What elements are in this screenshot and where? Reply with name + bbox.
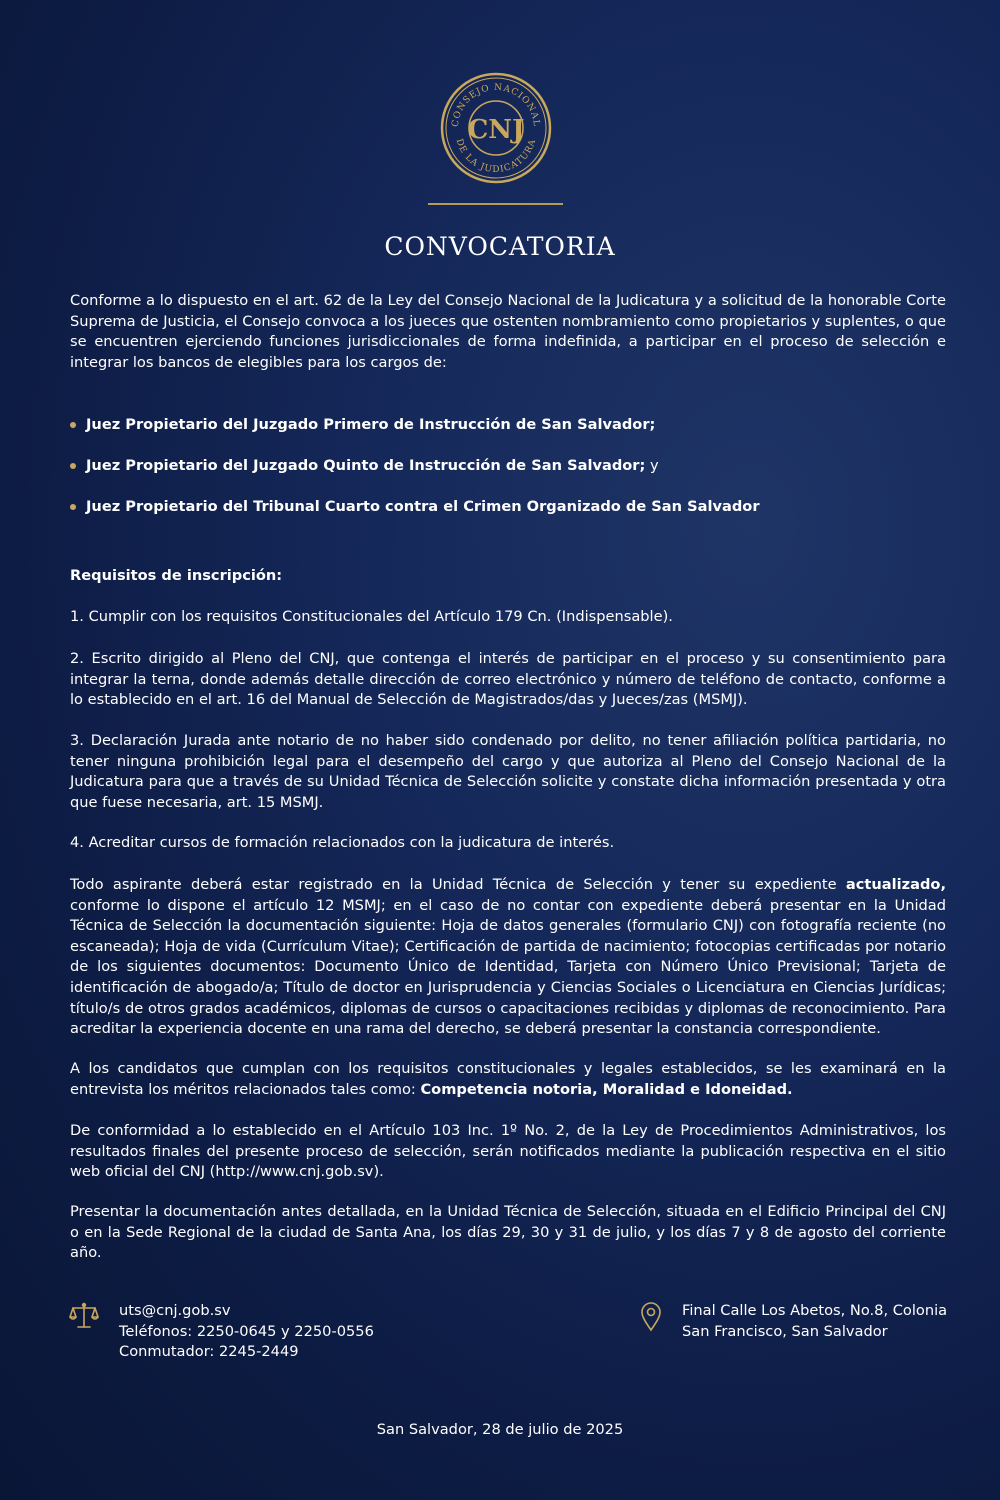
position-item: Juez Propietario del Juzgado Primero de Instrucción de San Salvador; — [70, 415, 946, 456]
requirements-heading: Requisitos de inscripción: — [70, 567, 283, 584]
phones-text: Teléfonos: 2250-0645 y 2250-0556 — [119, 1322, 374, 1340]
location-pin-icon — [640, 1302, 662, 1332]
requirement-item: 2. Escrito dirigido al Pleno del CNJ, que contenga el interés de participar en el proceso y su consentimiento para integrar la terna, donde además detalle dirección de correo electrónico y número de teléfono de contacto, conforme a lo establecido en el art. 16 del Manual de Selección de Magistrados/das y Jueces/zas (MSMJ). — [70, 650, 946, 709]
requirement-item: 4. Acreditar cursos de formación relacionados con la judicatura de interés. — [70, 834, 615, 851]
submission-paragraph: Presentar la documentación antes detallada, en la Unidad Técnica de Selección, situada en el Edificio Principal del CNJ o en la Sede Regional de la ciudad de Santa Ana, los días 29, 30 y 31 de julio, y los días 7 y 8 de agosto del corriente año. — [70, 1203, 946, 1262]
intro-paragraph: Conforme a lo dispuesto en el art. 62 de la Ley del Consejo Nacional de la Judicatura y a solicitud de la honorable Corte Suprema de Justicia, el Consejo convoca a los jueces que ostenten nombramiento como propietarios y suplentes, o que se encuentren ejerciendo funciones jurisdiccionales de forma indefinida, a participar en el proceso de selección e integrar los bancos de elegibles para los cargos de: — [70, 292, 946, 371]
page-title: CONVOCATORIA — [384, 232, 616, 261]
results-paragraph: De conformidad a lo establecido en el Artículo 103 Inc. 1º No. 2, de la Ley de Procedimientos Administrativos, los resultados finales del presente proceso de selección, serán notificados mediante la publicación respectiva en el sitio web oficial del CNJ (http://www.cnj.gob.sv). — [70, 1122, 946, 1181]
address-line: San Francisco, San Salvador — [682, 1322, 888, 1340]
address-info — [682, 1301, 947, 1342]
address-line: Final Calle Los Abetos, No.8, Colonia — [682, 1302, 948, 1319]
positions-list — [70, 415, 946, 538]
bullet-dot — [70, 463, 76, 469]
gold-divider — [428, 203, 563, 205]
contact-info — [119, 1301, 374, 1363]
switchboard-text: Conmutador: 2245-2449 — [119, 1343, 299, 1361]
scales-of-justice-icon — [69, 1301, 99, 1331]
interview-paragraph: A los candidatos que cumplan con los requisitos constitucionales y legales establecidos, se les examinará en la entrevista los méritos relacionados tales como: Competencia notoria, Moralidad e Idoneidad. — [70, 1060, 946, 1098]
position-item: Juez Propietario del Juzgado Quinto de Instrucción de San Salvador; y — [70, 456, 946, 497]
registration-paragraph: Todo aspirante deberá estar registrado en la Unidad Técnica de Selección y tener su expediente actualizado, conforme lo dispone el artículo 12 MSMJ; en el caso de no contar con expediente deberá presentar en la Unidad Técnica de Selección la documentación siguiente: Hoja de datos generales (formulario CNJ) con fotografía reciente (no escaneada); Hoja de vida (Currículum Vitae); Certificación de partida de nacimiento; fotocopias certificadas por notario de los siguientes documentos: Documento Único de Identidad, Tarjeta con Número Único Previsional; Tarjeta de identificación de abogado/a; Título de doctor en Jurisprudencia y Ciencias Sociales o Licenciatura en Ciencias Jurídicas; título/s de otros grados académicos, diplomas de cursos o capacitaciones recibidas y diplomas de reconocimiento. Para acreditar la experiencia docente en una rama del derecho, se deberá presentar la constancia correspondiente. — [70, 876, 946, 1038]
cnj-seal-logo — [440, 72, 552, 184]
bullet-dot — [70, 504, 76, 510]
requirement-item: 1. Cumplir con los requisitos Constitucionales del Artículo 179 Cn. (Indispensable). — [70, 608, 673, 625]
bullet-dot — [70, 422, 76, 428]
position-item: Juez Propietario del Tribunal Cuarto contra el Crimen Organizado de San Salvador — [70, 497, 946, 538]
svg-text:CNJ: CNJ — [467, 115, 525, 145]
issue-date: San Salvador, 28 de julio de 2025 — [376, 1421, 624, 1438]
svg-text:DE LA JUDICATURA: DE LA JUDICATURA — [453, 137, 539, 176]
svg-text:CONSEJO NACIONAL: CONSEJO NACIONAL — [450, 82, 542, 128]
requirement-item: 3. Declaración Jurada ante notario de no haber sido condenado por delito, no tener afiliación política partidaria, no tener ninguna prohibición legal para el desempeño del cargo y que autoriza al Pleno del Consejo Nacional de la Judicatura para que a través de su Unidad Técnica de Selección solicite y constate dicha información presentada y otra que fuese necesaria, art. 15 MSMJ. — [70, 732, 946, 811]
email-text: uts@cnj.gob.sv — [119, 1302, 231, 1319]
